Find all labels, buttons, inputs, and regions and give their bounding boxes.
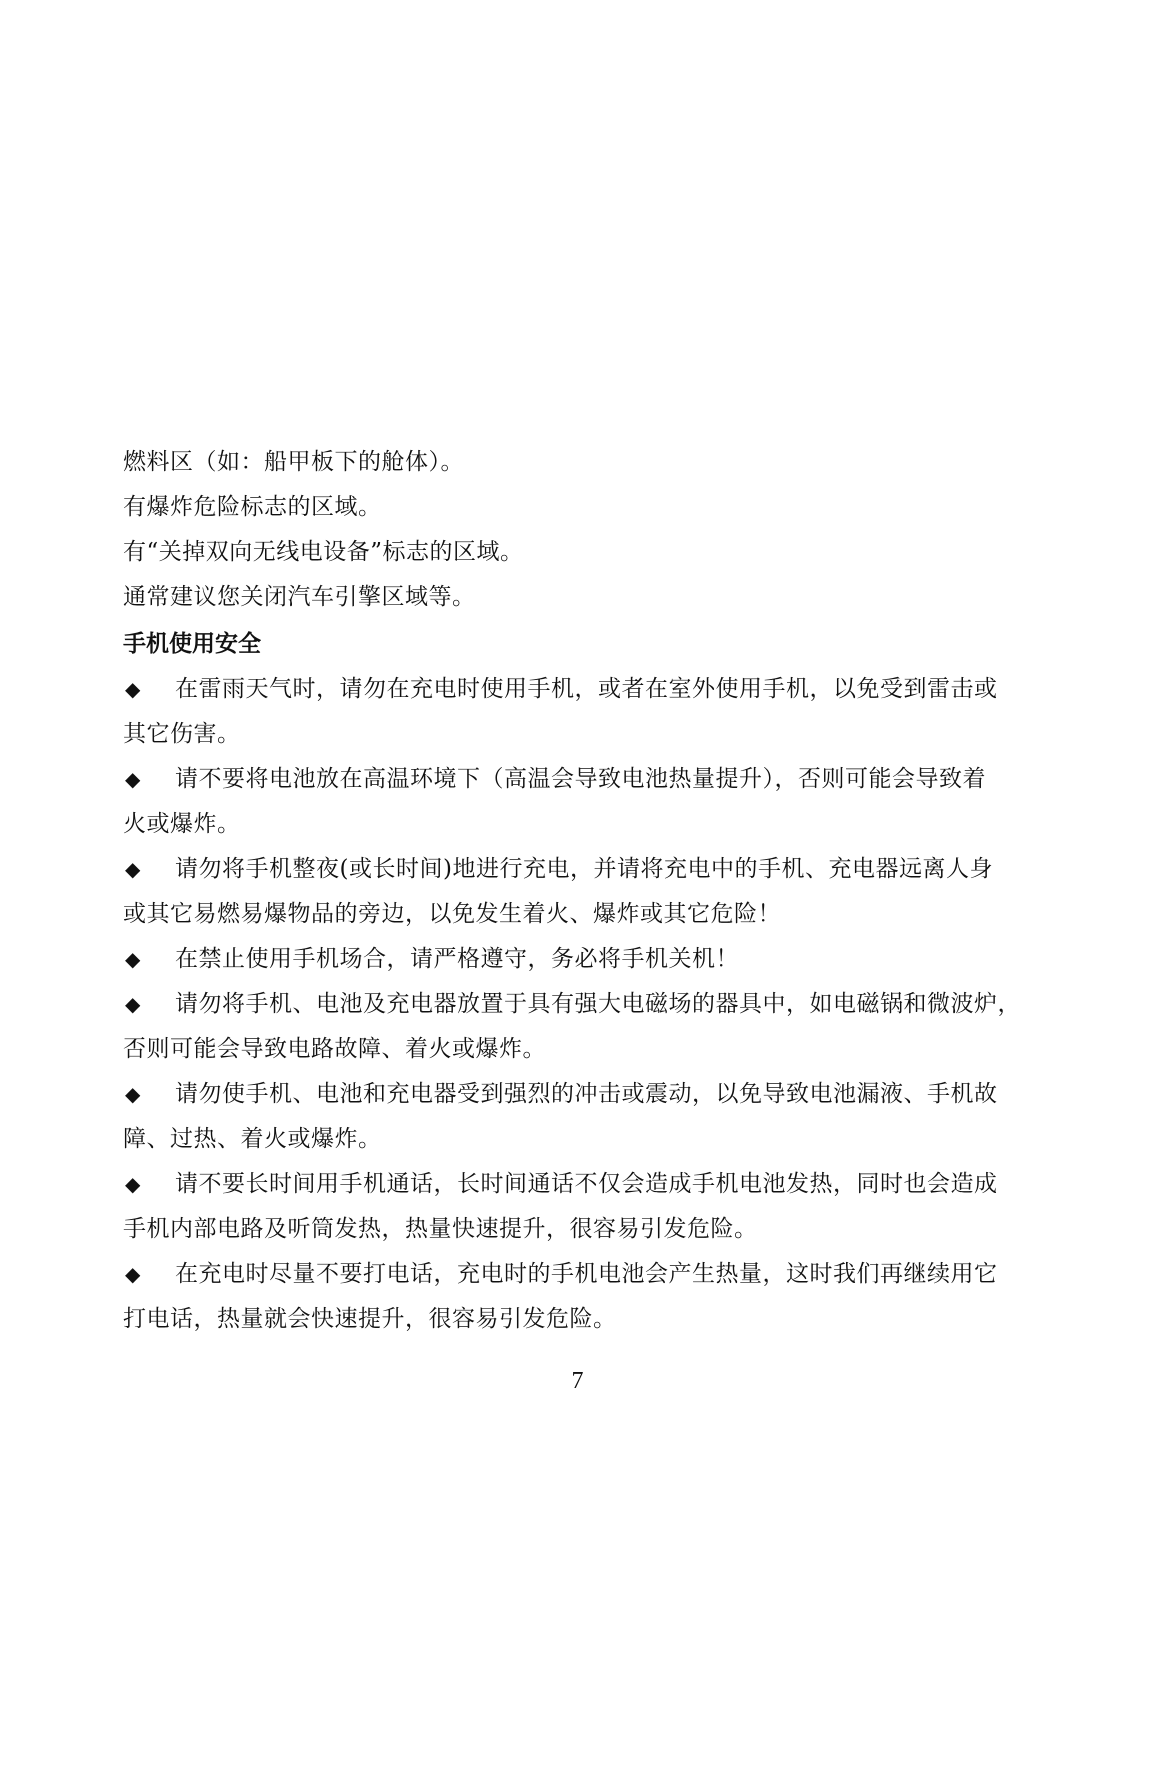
bullet-continuation: 或其它易燃易爆物品的旁边，以免发生着火、爆炸或其它危险！ (123, 901, 781, 927)
bullet-text: 在充电时尽量不要打电话，充电时的手机电池会产生热量，这时我们再继续用它 (175, 1261, 998, 1287)
page-number: 7 (571, 1368, 584, 1394)
intro-line: 有爆炸危险标志的区域。 (123, 494, 382, 520)
diamond-bullet-icon: ◆ (125, 1172, 141, 1196)
bullet-continuation: 打电话，热量就会快速提升，很容易引发危险。 (123, 1306, 617, 1332)
bullet-continuation: 手机内部电路及听筒发热，热量快速提升，很容易引发危险。 (123, 1216, 758, 1242)
bullet-item (123, 982, 1033, 1072)
bullet-continuation: 火或爆炸。 (123, 811, 241, 837)
bullet-text: 请不要长时间用手机通话，长时间通话不仅会造成手机电池发热，同时也会造成 (175, 1171, 998, 1197)
bullet-item (123, 1162, 1033, 1252)
diamond-bullet-icon: ◆ (125, 992, 141, 1016)
bullet-text: 请勿使手机、电池和充电器受到强烈的冲击或震动，以免导致电池漏液、手机故 (175, 1081, 998, 1107)
section-heading: 手机使用安全 (123, 631, 261, 657)
bullet-item (123, 1252, 1033, 1342)
page-content (123, 440, 1033, 1342)
diamond-bullet-icon: ◆ (125, 857, 141, 881)
bullet-text: 在禁止使用手机场合，请严格遵守，务必将手机关机！ (175, 946, 739, 972)
bullet-text: 请勿将手机整夜(或长时间)地进行充电，并请将充电中的手机、充电器远离人身 (175, 856, 993, 882)
diamond-bullet-icon: ◆ (125, 947, 141, 971)
bullet-item (123, 757, 1033, 847)
diamond-bullet-icon: ◆ (125, 1262, 141, 1286)
bullet-continuation: 其它伤害。 (123, 721, 241, 747)
intro-line: 有“关掉双向无线电设备”标志的区域。 (123, 539, 524, 565)
bullet-item (123, 847, 1033, 937)
bullet-continuation: 障、过热、着火或爆炸。 (123, 1126, 382, 1152)
diamond-bullet-icon: ◆ (125, 767, 141, 791)
bullet-continuation: 否则可能会导致电路故障、着火或爆炸。 (123, 1036, 546, 1062)
diamond-bullet-icon: ◆ (125, 1082, 141, 1106)
bullet-text: 请勿将手机、电池及充电器放置于具有强大电磁场的器具中，如电磁锅和微波炉， (175, 991, 1021, 1017)
bullet-item (123, 937, 1033, 982)
bullet-item (123, 667, 1033, 757)
bullet-text: 请不要将电池放在高温环境下（高温会导致电池热量提升），否则可能会导致着 (175, 766, 986, 792)
diamond-bullet-icon: ◆ (125, 677, 141, 701)
intro-line: 通常建议您关闭汽车引擎区域等。 (123, 584, 476, 610)
bullet-item (123, 1072, 1033, 1162)
intro-line: 燃料区（如：船甲板下的舱体）。 (123, 449, 464, 475)
bullet-text: 在雷雨天气时，请勿在充电时使用手机，或者在室外使用手机，以免受到雷击或 (175, 676, 998, 702)
